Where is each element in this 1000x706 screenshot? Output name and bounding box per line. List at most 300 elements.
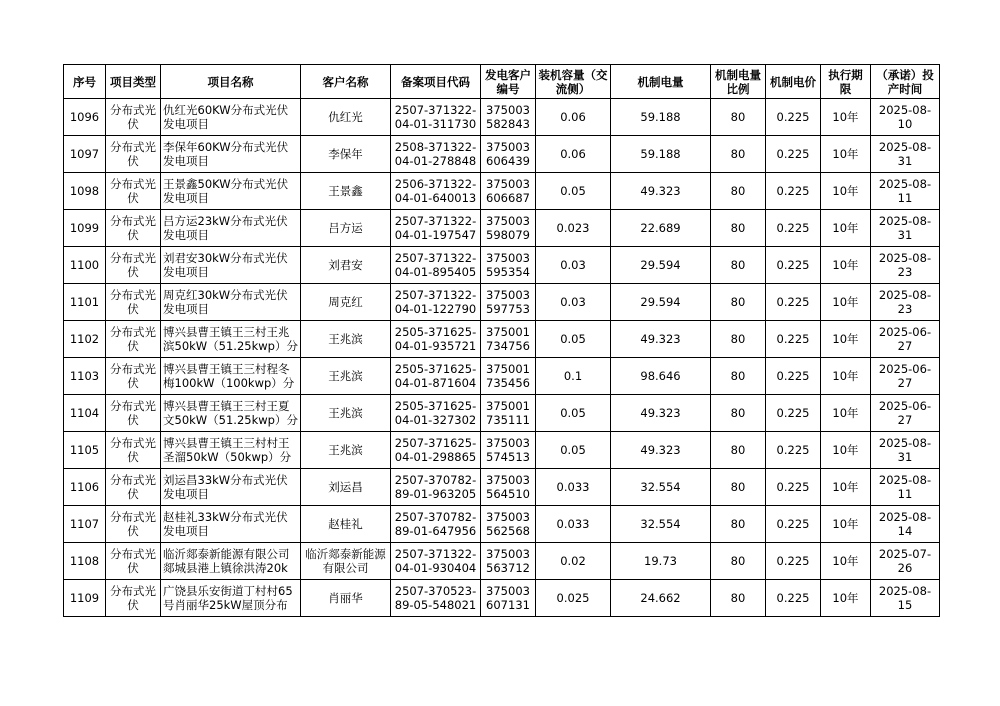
customer-name-cell: [301, 210, 391, 247]
capacity-text: 0.06: [560, 110, 586, 124]
serial-cell: [64, 469, 106, 506]
serial-text: 1107: [69, 517, 100, 531]
term-cell: [821, 173, 871, 210]
customer-name-cell: [301, 136, 391, 173]
table-row: [64, 469, 940, 506]
mechanism-price-cell: [766, 99, 821, 136]
project-name-cell: [161, 284, 301, 321]
term-cell: [821, 247, 871, 284]
customer-number-cell: [481, 432, 536, 469]
customer-number-cell: [481, 99, 536, 136]
filing-code-text: 2507-371322-04-01-930404: [394, 547, 477, 575]
mechanism-price-text: 0.225: [776, 221, 810, 235]
project-type-text: 分布式光伏: [110, 510, 156, 538]
mechanism-energy-cell: [611, 136, 711, 173]
mechanism-energy-text: 49.323: [640, 184, 681, 198]
term-cell: [821, 432, 871, 469]
project-type-cell: [106, 543, 161, 580]
energy-ratio-cell: [711, 580, 766, 617]
capacity-cell: [536, 580, 611, 617]
customer-number-cell: [481, 580, 536, 617]
project-name-cell: [161, 136, 301, 173]
filing-code-text: 2507-371625-04-01-298865: [394, 436, 477, 464]
filing-code-text: 2505-371625-04-01-871604: [394, 362, 477, 390]
project-type-cell: [106, 210, 161, 247]
table-row: [64, 543, 940, 580]
filing-code-text: 2507-370523-89-05-548021: [394, 584, 477, 612]
commissioning-date-cell: [871, 284, 940, 321]
capacity-text: 0.06: [560, 147, 586, 161]
filing-code-text: 2507-370782-89-01-963205: [394, 473, 477, 501]
energy-ratio-text: 80: [730, 554, 746, 568]
project-type-cell: [106, 99, 161, 136]
project-name-text: 临沂郯泰新能源有限公司郯城县港上镇徐洪涛20k: [163, 547, 290, 575]
capacity-text: 0.03: [560, 295, 586, 309]
project-name-text: 王景鑫50KW分布式光伏发电项目: [163, 177, 289, 205]
customer-number-text: 375003563712: [486, 547, 530, 575]
customer-number-cell: [481, 284, 536, 321]
filing-code-text: 2507-371322-04-01-122790: [394, 288, 477, 316]
mechanism-energy-cell: [611, 99, 711, 136]
commissioning-date-cell: [871, 321, 940, 358]
header-cell: 客户名称: [301, 65, 391, 99]
mechanism-energy-text: 29.594: [640, 258, 681, 272]
filing-code-cell: [391, 136, 481, 173]
term-cell: [821, 136, 871, 173]
table-row: [64, 580, 940, 617]
filing-code-cell: [391, 284, 481, 321]
customer-name-cell: [301, 321, 391, 358]
mechanism-price-cell: [766, 395, 821, 432]
mechanism-price-cell: [766, 136, 821, 173]
project-type-text: 分布式光伏: [110, 325, 156, 353]
mechanism-price-text: 0.225: [776, 443, 810, 457]
energy-ratio-text: 80: [730, 369, 746, 383]
energy-ratio-text: 80: [730, 295, 746, 309]
serial-text: 1104: [69, 406, 100, 420]
mechanism-energy-cell: [611, 284, 711, 321]
mechanism-energy-cell: [611, 432, 711, 469]
project-name-cell: [161, 247, 301, 284]
customer-name-text: 仇红光: [328, 110, 363, 124]
energy-ratio-text: 80: [730, 480, 746, 494]
customer-number-text: 375003582843: [486, 103, 530, 131]
mechanism-price-text: 0.225: [776, 554, 810, 568]
term-text: 10年: [832, 184, 859, 198]
commissioning-date-text: 2025-07-26: [878, 547, 932, 575]
mechanism-energy-cell: [611, 247, 711, 284]
commissioning-date-cell: [871, 506, 940, 543]
customer-name-text: 肖丽华: [328, 591, 363, 605]
term-cell: [821, 321, 871, 358]
project-name-cell: [161, 395, 301, 432]
mechanism-price-text: 0.225: [776, 110, 810, 124]
energy-ratio-cell: [711, 173, 766, 210]
serial-cell: [64, 136, 106, 173]
customer-name-text: 王兆滨: [328, 369, 363, 383]
mechanism-price-text: 0.225: [776, 517, 810, 531]
customer-name-cell: [301, 543, 391, 580]
term-cell: [821, 395, 871, 432]
term-text: 10年: [832, 332, 859, 346]
mechanism-energy-text: 24.662: [640, 591, 681, 605]
customer-name-cell: [301, 173, 391, 210]
commissioning-date-text: 2025-06-27: [878, 325, 932, 353]
energy-ratio-text: 80: [730, 184, 746, 198]
header-cell: （承诺）投产时间: [871, 65, 940, 99]
term-text: 10年: [832, 406, 859, 420]
customer-number-cell: [481, 358, 536, 395]
commissioning-date-cell: [871, 358, 940, 395]
project-type-cell: [106, 580, 161, 617]
project-type-text: 分布式光伏: [110, 399, 156, 427]
table-row: [64, 358, 940, 395]
capacity-cell: [536, 173, 611, 210]
project-name-text: 李保年60KW分布式光伏发电项目: [163, 140, 289, 168]
customer-number-text: 375003562568: [486, 510, 530, 538]
commissioning-date-cell: [871, 99, 940, 136]
serial-text: 1097: [69, 147, 100, 161]
mechanism-energy-cell: [611, 358, 711, 395]
project-type-cell: [106, 321, 161, 358]
term-text: 10年: [832, 258, 859, 272]
mechanism-price-cell: [766, 543, 821, 580]
commissioning-date-cell: [871, 395, 940, 432]
project-name-text: 周克红30kW分布式光伏发电项目: [163, 288, 288, 316]
customer-name-text: 临沂郯泰新能源有限公司: [305, 547, 386, 575]
header-cell: 机制电量: [611, 65, 711, 99]
project-name-cell: [161, 469, 301, 506]
term-cell: [821, 99, 871, 136]
project-type-text: 分布式光伏: [110, 436, 156, 464]
capacity-cell: [536, 543, 611, 580]
serial-text: 1096: [69, 110, 100, 124]
customer-name-cell: [301, 506, 391, 543]
energy-ratio-text: 80: [730, 443, 746, 457]
filing-code-cell: [391, 358, 481, 395]
project-table-sheet: [63, 64, 939, 617]
customer-name-cell: [301, 469, 391, 506]
capacity-cell: [536, 99, 611, 136]
commissioning-date-cell: [871, 543, 940, 580]
mechanism-price-cell: [766, 580, 821, 617]
project-name-text: 刘运昌33kW分布式光伏发电项目: [163, 473, 288, 501]
capacity-cell: [536, 136, 611, 173]
mechanism-price-cell: [766, 469, 821, 506]
project-type-cell: [106, 469, 161, 506]
capacity-text: 0.05: [560, 184, 586, 198]
project-type-cell: [106, 136, 161, 173]
energy-ratio-cell: [711, 506, 766, 543]
commissioning-date-cell: [871, 210, 940, 247]
mechanism-price-text: 0.225: [776, 369, 810, 383]
header-cell: 项目类型: [106, 65, 161, 99]
mechanism-price-text: 0.225: [776, 406, 810, 420]
customer-name-text: 刘运昌: [328, 480, 363, 494]
project-type-text: 分布式光伏: [110, 103, 156, 131]
mechanism-energy-text: 22.689: [640, 221, 681, 235]
project-name-cell: [161, 210, 301, 247]
term-text: 10年: [832, 480, 859, 494]
project-name-text: 广饶县乐安街道丁村村65号肖丽华25kW屋顶分布: [163, 584, 293, 612]
mechanism-energy-cell: [611, 395, 711, 432]
project-type-text: 分布式光伏: [110, 251, 156, 279]
customer-number-text: 375003606687: [486, 177, 530, 205]
energy-ratio-text: 80: [730, 517, 746, 531]
customer-number-text: 375003598079: [486, 214, 530, 242]
mechanism-energy-cell: [611, 506, 711, 543]
capacity-text: 0.025: [556, 591, 590, 605]
table-row: [64, 395, 940, 432]
table-header-row: [64, 65, 940, 99]
project-type-text: 分布式光伏: [110, 584, 156, 612]
mechanism-energy-text: 49.323: [640, 332, 681, 346]
serial-cell: [64, 321, 106, 358]
table-row: [64, 136, 940, 173]
serial-cell: [64, 358, 106, 395]
serial-cell: [64, 210, 106, 247]
mechanism-energy-text: 19.73: [644, 554, 677, 568]
term-text: 10年: [832, 110, 859, 124]
customer-number-cell: [481, 469, 536, 506]
customer-number-text: 375001735111: [486, 399, 530, 427]
filing-code-text: 2507-370782-89-01-647956: [394, 510, 477, 538]
project-name-cell: [161, 580, 301, 617]
customer-number-cell: [481, 210, 536, 247]
serial-cell: [64, 432, 106, 469]
capacity-cell: [536, 284, 611, 321]
project-type-cell: [106, 395, 161, 432]
energy-ratio-cell: [711, 284, 766, 321]
energy-ratio-cell: [711, 395, 766, 432]
customer-name-cell: [301, 432, 391, 469]
term-cell: [821, 580, 871, 617]
capacity-cell: [536, 247, 611, 284]
term-cell: [821, 284, 871, 321]
mechanism-price-cell: [766, 506, 821, 543]
table-row: [64, 247, 940, 284]
commissioning-date-text: 2025-08-31: [878, 140, 932, 168]
commissioning-date-text: 2025-06-27: [878, 399, 932, 427]
customer-name-text: 赵桂礼: [328, 517, 363, 531]
commissioning-date-text: 2025-08-31: [878, 436, 932, 464]
commissioning-date-cell: [871, 432, 940, 469]
table-row: [64, 99, 940, 136]
mechanism-price-cell: [766, 210, 821, 247]
project-type-text: 分布式光伏: [110, 547, 156, 575]
table-row: [64, 210, 940, 247]
customer-number-text: 375003564510: [486, 473, 530, 501]
mechanism-energy-text: 29.594: [640, 295, 681, 309]
commissioning-date-text: 2025-08-23: [878, 251, 932, 279]
capacity-cell: [536, 432, 611, 469]
filing-code-text: 2507-371322-04-01-895405: [394, 251, 477, 279]
mechanism-price-cell: [766, 432, 821, 469]
customer-name-text: 吕方运: [328, 221, 363, 235]
project-name-text: 刘君安30kW分布式光伏发电项目: [163, 251, 288, 279]
customer-number-text: 375003597753: [486, 288, 530, 316]
serial-cell: [64, 99, 106, 136]
serial-cell: [64, 580, 106, 617]
project-table: [63, 64, 940, 617]
customer-name-text: 周克红: [328, 295, 363, 309]
energy-ratio-text: 80: [730, 406, 746, 420]
filing-code-text: 2506-371322-04-01-640013: [394, 177, 477, 205]
header-cell: 序号: [64, 65, 106, 99]
term-text: 10年: [832, 369, 859, 383]
project-name-text: 赵桂礼33kW分布式光伏发电项目: [163, 510, 288, 538]
mechanism-energy-text: 32.554: [640, 480, 681, 494]
mechanism-energy-cell: [611, 543, 711, 580]
capacity-cell: [536, 358, 611, 395]
mechanism-price-cell: [766, 321, 821, 358]
customer-name-cell: [301, 284, 391, 321]
commissioning-date-cell: [871, 247, 940, 284]
customer-name-text: 王兆滨: [328, 406, 363, 420]
project-name-text: 博兴县曹王镇王三村程冬梅100kW（100kwp）分: [163, 362, 295, 390]
commissioning-date-text: 2025-06-27: [878, 362, 932, 390]
project-name-cell: [161, 173, 301, 210]
serial-cell: [64, 395, 106, 432]
energy-ratio-cell: [711, 543, 766, 580]
project-type-cell: [106, 358, 161, 395]
mechanism-energy-cell: [611, 469, 711, 506]
commissioning-date-cell: [871, 469, 940, 506]
term-cell: [821, 469, 871, 506]
customer-number-text: 375003607131: [486, 584, 530, 612]
capacity-text: 0.05: [560, 443, 586, 457]
filing-code-text: 2505-371625-04-01-935721: [394, 325, 477, 353]
energy-ratio-cell: [711, 469, 766, 506]
mechanism-price-text: 0.225: [776, 184, 810, 198]
filing-code-cell: [391, 543, 481, 580]
commissioning-date-cell: [871, 136, 940, 173]
serial-text: 1109: [69, 591, 100, 605]
energy-ratio-cell: [711, 99, 766, 136]
energy-ratio-text: 80: [730, 147, 746, 161]
customer-name-text: 王兆滨: [328, 332, 363, 346]
mechanism-energy-text: 49.323: [640, 406, 681, 420]
filing-code-cell: [391, 469, 481, 506]
mechanism-energy-text: 59.188: [640, 110, 681, 124]
customer-name-text: 刘君安: [328, 258, 363, 272]
serial-text: 1106: [69, 480, 100, 494]
filing-code-cell: [391, 395, 481, 432]
commissioning-date-text: 2025-08-23: [878, 288, 932, 316]
project-type-cell: [106, 247, 161, 284]
mechanism-energy-cell: [611, 580, 711, 617]
customer-number-cell: [481, 395, 536, 432]
capacity-cell: [536, 506, 611, 543]
energy-ratio-cell: [711, 210, 766, 247]
project-type-text: 分布式光伏: [110, 288, 156, 316]
capacity-cell: [536, 321, 611, 358]
mechanism-energy-text: 59.188: [640, 147, 681, 161]
project-type-text: 分布式光伏: [110, 140, 156, 168]
commissioning-date-cell: [871, 580, 940, 617]
term-text: 10年: [832, 443, 859, 457]
mechanism-price-text: 0.225: [776, 591, 810, 605]
serial-cell: [64, 506, 106, 543]
term-text: 10年: [832, 147, 859, 161]
project-name-cell: [161, 432, 301, 469]
commissioning-date-text: 2025-08-11: [878, 177, 932, 205]
energy-ratio-cell: [711, 358, 766, 395]
filing-code-cell: [391, 247, 481, 284]
customer-number-cell: [481, 506, 536, 543]
term-text: 10年: [832, 295, 859, 309]
project-name-text: 博兴县曹王镇王三村王兆滨50kW（51.25kwp）分: [163, 325, 298, 353]
customer-name-cell: [301, 395, 391, 432]
capacity-text: 0.05: [560, 332, 586, 346]
customer-name-cell: [301, 580, 391, 617]
commissioning-date-cell: [871, 173, 940, 210]
mechanism-price-cell: [766, 173, 821, 210]
header-cell: 项目名称: [161, 65, 301, 99]
energy-ratio-cell: [711, 136, 766, 173]
term-cell: [821, 543, 871, 580]
customer-number-cell: [481, 173, 536, 210]
capacity-cell: [536, 395, 611, 432]
capacity-text: 0.03: [560, 258, 586, 272]
capacity-text: 0.1: [563, 369, 583, 383]
term-cell: [821, 358, 871, 395]
filing-code-cell: [391, 506, 481, 543]
serial-text: 1098: [69, 184, 100, 198]
customer-name-cell: [301, 99, 391, 136]
customer-number-text: 375001734756: [486, 325, 530, 353]
project-name-cell: [161, 543, 301, 580]
header-cell: 执行期限: [821, 65, 871, 99]
capacity-cell: [536, 469, 611, 506]
table-row: [64, 321, 940, 358]
customer-name-text: 李保年: [328, 147, 363, 161]
header-cell: 备案项目代码: [391, 65, 481, 99]
customer-name-cell: [301, 247, 391, 284]
serial-text: 1099: [69, 221, 100, 235]
project-name-cell: [161, 358, 301, 395]
table-row: [64, 173, 940, 210]
mechanism-energy-cell: [611, 210, 711, 247]
project-type-text: 分布式光伏: [110, 177, 156, 205]
energy-ratio-text: 80: [730, 591, 746, 605]
project-name-text: 仇红光60KW分布式光伏发电项目: [163, 103, 289, 131]
mechanism-price-text: 0.225: [776, 147, 810, 161]
serial-cell: [64, 173, 106, 210]
mechanism-energy-text: 49.323: [640, 443, 681, 457]
energy-ratio-text: 80: [730, 332, 746, 346]
project-name-text: 吕方运23kW分布式光伏发电项目: [163, 214, 288, 242]
project-name-text: 博兴县曹王镇王三村村王圣溜50kW（50kwp）分: [163, 436, 292, 464]
filing-code-cell: [391, 173, 481, 210]
mechanism-price-text: 0.225: [776, 480, 810, 494]
mechanism-price-text: 0.225: [776, 332, 810, 346]
header-cell: 机制电量比例: [711, 65, 766, 99]
customer-name-cell: [301, 358, 391, 395]
project-type-cell: [106, 432, 161, 469]
energy-ratio-cell: [711, 321, 766, 358]
term-cell: [821, 210, 871, 247]
project-name-cell: [161, 506, 301, 543]
mechanism-price-text: 0.225: [776, 295, 810, 309]
project-name-cell: [161, 321, 301, 358]
serial-text: 1100: [69, 258, 100, 272]
customer-number-text: 375003606439: [486, 140, 530, 168]
filing-code-text: 2507-371322-04-01-197547: [394, 214, 477, 242]
customer-number-text: 375003574513: [486, 436, 530, 464]
project-type-cell: [106, 506, 161, 543]
mechanism-price-cell: [766, 247, 821, 284]
